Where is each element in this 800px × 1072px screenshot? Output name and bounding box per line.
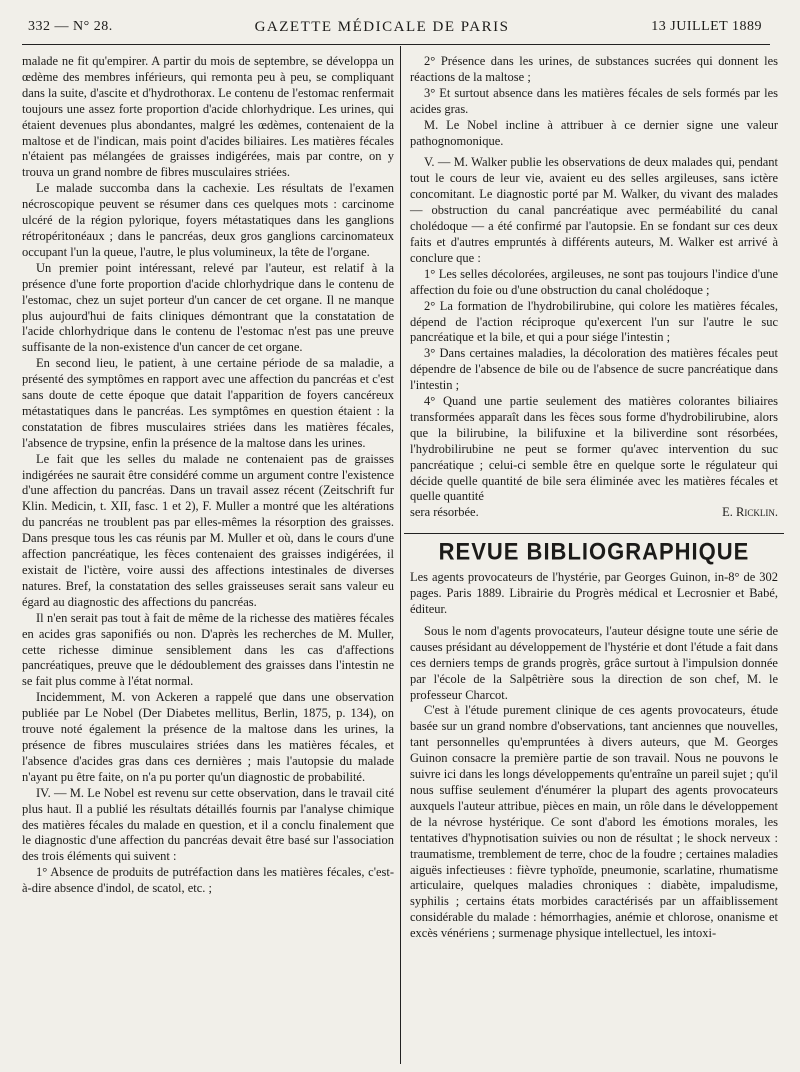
column-divider [400,46,401,1064]
final-words: sera résorbée. [410,505,479,520]
book-reference: Les agents provocateurs de l'hystérie, par Georges Guinon, in-8° de 302 pages. Paris 1889. Librairie du Progrès médical et Lecrosnier et Babé, éditeur. [410,570,778,616]
page-number: 332 — N° 28. [28,19,113,34]
paragraph: Sous le nom d'agents provocateurs, l'auteur désigne toute une série de causes présidant au développement de l'hystérie et dont l'étude a fait dans ces derniers temps de grands progrès, grâce surtout à l'impulsion donnée par l'école de la Salpêtrière sous la direction de son chef, M. le professeur Charcot. [410,623,778,702]
page-header [28,12,762,42]
left-column [22,54,394,897]
paragraph: En second lieu, le patient, à une certaine période de sa maladie, a présenté des symptômes en rapport avec une affection du pancréas et c'est sans doute de cette époque que datait l'apparition de foyers cancéreux métastatiques dans le pancréas. Les symptômes en question étaient : la constatation de fibres musculaires striées dans les matières fécales, l'absence de trypsine, enfin la présence de la maltose dans les urines. [22,356,394,450]
section-title: REVUE BIBLIOGRAPHIQUE [438,537,750,566]
header-rule [22,44,770,45]
paragraph: Un premier point intéressant, relevé par l'auteur, est relatif à la présence d'une forte proportion d'acide chlorhydrique dans le contenu de l'estomac, chez un sujet porteur d'un cancer de cet organe. Il ne manque plus aujourd'hui de faits cliniques démontrant que la constatation de l'acide chlorhydrique dans le contenu de l'estomac n'est pas une preuve suffisante de la non-existence d'un cancer de cet organe. [22,260,394,355]
section-separator [404,533,784,534]
paragraph: 3° Dans certaines maladies, la décoloration des matières fécales peut dépendre de l'absence de bile ou de l'absence de sucre pancréatique dans l'intestin ; [410,346,778,393]
issue-date: 13 JUILLET 1889 [651,19,762,34]
paragraph: Il n'en serait pas tout à fait de même de la richesse des matières fécales en acides gras saponifiés ou non. D'après les recherches de M. Muller, cette richesse diminue sensiblement dans les cas d'affections pancréatiques, preuve que le dédoublement des graisses dans l'intestin ne se fait plus comme à l'état normal. [22,610,394,689]
paragraph: malade ne fit qu'empirer. A partir du mois de septembre, se développa un œdème des membres inférieurs, qui remonta peu à peu, se compliquant dans la suite, d'ascite et d'hydrothorax. Le contenu de l'estomac renfermait toujours une assez forte proportion d'acide chlorhydrique. Les urines, qui étaient devenues plus abondantes, malgré les œdèmes, contenaient de la maltose et de l'indican, mais point d'acides biliaires. Les matières fécales n'étaient pas mélangées de graisses indigérées, mais par contre, on y trouva un grand nombre de fibres musculaires striées. [22,54,394,180]
paragraph: Incidemment, M. von Ackeren a rappelé que dans une observation publiée par Le Nobel (Der Diabetes mellitus, Berlin, 1875, p. 134), on trouve noté également la présence de la maltose dans les urines, la présence de fibres musculaires striées dans les matières fécales, et l'absence d'acides gras dans ces dernières ; mais l'autopsie du malade n'ayant pu être faite, on n'a pu porter qu'un diagnostic de probabilité. [22,690,394,784]
signature-line [410,505,778,521]
paragraph: 2° Présence dans les urines, de substances sucrées qui donnent les réactions de la maltose ; [410,54,778,84]
paragraph: 1° Les selles décolorées, argileuses, ne sont pas toujours l'indice d'une affection du foie ou d'une obstruction du canal cholédoque ; [410,266,778,297]
paragraph: 4° Quand une partie seulement des matières colorantes biliaires transformées apparaît dans les fèces sous forme d'hydrobilirubine, alors que la bilirubine, la bilifuxine et la biliverdine sont résorbées, l'hydrobilirubine ne peut se former qu'avec intervention du suc pancréatique ; celui-ci semble être en quelque sorte le régulateur qui décide quelle quantité de bile sera éliminée avec les matières fécales et quelle quantité [410,394,778,504]
right-column [410,54,778,942]
paragraph: IV. — M. Le Nobel est revenu sur cette observation, dans le travail cité plus haut. Il a publié les résultats détaillés fournis par l'analyse chimique des matières fécales du malade en question, et il a conclu finalement que le diagnostic d'une affection du pancréas devait être basé sur l'association des trois éléments qui suivent : [22,785,394,864]
paragraph: V. — M. Walker publie les observations de deux malades qui, pendant tout le cours de leur vie, avaient eu des selles argileuses, sans ictère concomitant. Le diagnostic porté par M. Walker, du vivant des malades — obstruction du canal pancréatique avec perméabilité du canal cholédoque — a été confirmé par l'autopsie. En se fondant sur ces deux faits et d'autres empruntés à différents auteurs, M. Walker est arrivé à conclure que : [410,155,778,265]
paragraph: 2° La formation de l'hydrobilirubine, qui colore les matières fécales, dépend de l'action réciproque qu'exercent l'un sur l'autre le suc pancréatique et la bile, et qui a pour siége l'intestin ; [410,298,778,345]
paragraph: 3° Et surtout absence dans les matières fécales de sels formés par les acides gras. [410,85,778,116]
author-signature: E. Ricklin. [722,505,778,520]
paragraph: C'est à l'étude purement clinique de ces agents provocateurs, étude basée sur un grand nombre d'observations, tant anciennes que nouvelles, tant personnelles qu'empruntées à divers auteurs, que M. Georges Guinon consacre la première partie de son travail. Nous ne pouvons le suivre ici dans les longs développements qu'entraîne un pareil sujet ; qu'il nous suffise seulement d'énumérer la plupart des agents provocateurs auxquels l'auteur attribue, pièces en main, un rôle dans le développement de la névrose hystérique. Ce sont d'abord les émotions morales, les tentatives d'hypnotisation suivies ou non de résultat ; le shock nerveux : traumatisme, tremblement de terre, choc de la foudre ; certaines maladies aiguës infectieuses : fièvre typhoïde, pneumonie, scarlatine, rhumatisme articulaire, quelques maladies chroniques : diabète, impaludisme, syphilis ; certains états morbides caractérisés par un affaiblissement considérable du malade : hémorrhagies, anémie et chlorose, onanisme et excès vénériens ; surmenage physique intellectuel, les intoxi- [410,703,778,941]
paragraph: Le fait que les selles du malade ne contenaient pas de graisses indigérées ne saurait être considéré comme un argument contre l'existence d'une affection du pancréas. Dans un travail assez récent (Zeitschrift fur Klin. Medicin, t. XII, fasc. 1 et 2), F. Muller a montré que les altérations du pancréas ne troublent pas par elles-mêmes la résorption des graisses. Dans presque tous les cas réunis par M. Muller et où, dans le cours d'une affection pancréatique, les fèces contenaient des graisses indigérées, il existait de l'ictère, voire aussi des affections intestinales de diverses natures. Bref, la constatation des selles graisseuses serait sans valeur eu égard au diagnostic des affections du pancréas. [22,451,394,609]
journal-title: GAZETTE MÉDICALE DE PARIS [254,18,510,35]
paragraph: 1° Absence de produits de putréfaction dans les matières fécales, c'est-à-dire absence d'indol, de scatol, etc. ; [22,865,394,896]
paragraph: Le malade succomba dans la cachexie. Les résultats de l'examen nécroscopique peuvent se résumer dans ces quelques mots : carcinome ulcéré de la région pylorique, foyers métastatiques dans les ganglions rétropéritonéaux ; dans le pancréas, deux gros ganglions carcinomateux occupant l'un la queue, l'autre, le plus volumineux, la tête de l'organe. [22,181,394,259]
paragraph: M. Le Nobel incline à attribuer à ce dernier signe une valeur pathognomonique. [410,117,778,148]
